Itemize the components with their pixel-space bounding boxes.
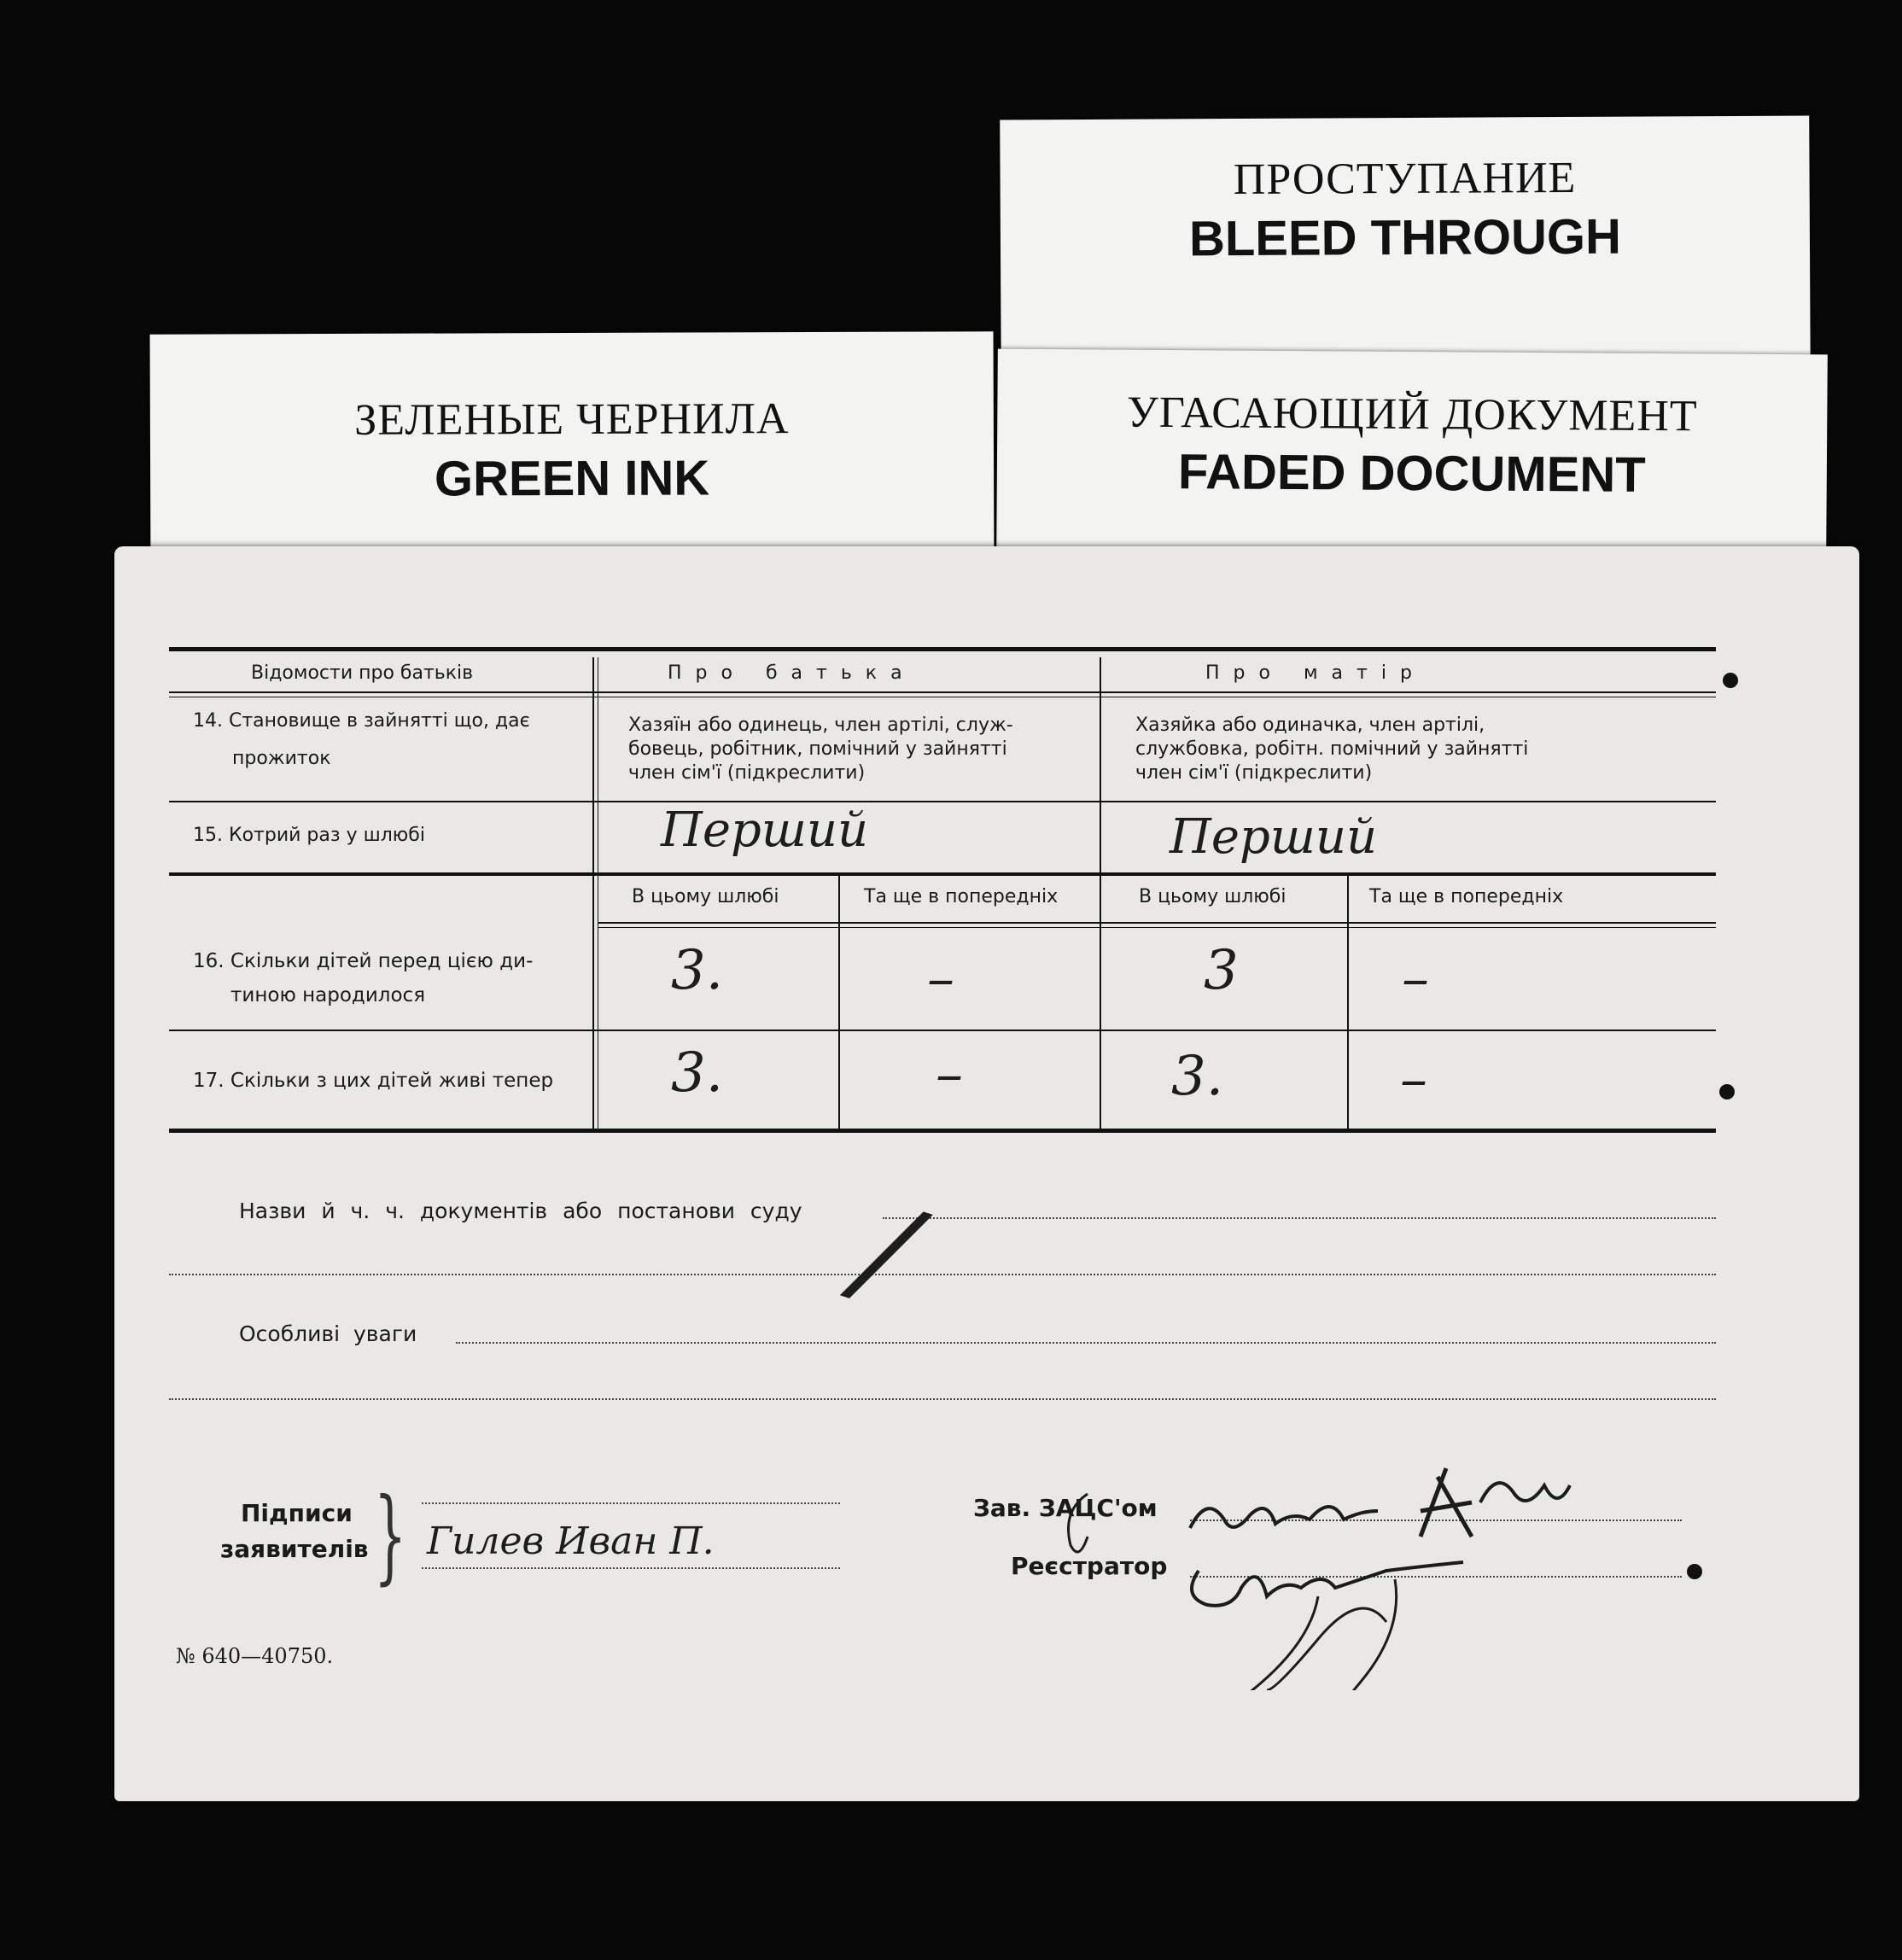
green-ink-en: GREEN INK [434, 450, 710, 507]
applicant-line [422, 1502, 840, 1504]
column-divider [1100, 657, 1101, 1130]
row16-father-prev: – [927, 948, 954, 1011]
table-rule [598, 922, 1716, 924]
row17-father-prev: – [936, 1043, 963, 1106]
row16-label-cont: тиною народилося [230, 984, 426, 1006]
faded-document-ru: УГАСАЮЩИЙ ДОКУМЕНТ [1126, 388, 1698, 441]
row16-label: 16. Скільки дітей перед цією ди- [193, 950, 534, 972]
notes-label: Особливі уваги [239, 1321, 417, 1346]
documents-label: Назви й ч. ч. документів або постанови суду [239, 1199, 802, 1223]
subheader-mother-this: В цьому шлюбі [1139, 886, 1286, 907]
bleed-through-ru: ПРОСТУПАНИЕ [1233, 153, 1577, 205]
row14-father-options [628, 714, 1013, 785]
column-divider [838, 922, 840, 1130]
row16-mother-prev: – [1402, 948, 1429, 1011]
mother-option-line: службовка, робітн. помічний у зайнятті [1135, 738, 1529, 760]
bleed-through-card [1000, 116, 1811, 376]
row14-label: 14. Становище в зайнятті що, дає [193, 710, 530, 732]
mother-option-line: член сім'ї (підкреслити) [1135, 762, 1373, 784]
registry-form-sheet [114, 546, 1859, 1801]
documents-value: / [843, 1175, 931, 1330]
registrar-label: Реєстратор [1011, 1552, 1168, 1580]
applicant-line [422, 1567, 840, 1569]
table-rule [169, 691, 1716, 693]
row17-father-this: 3. [671, 1041, 724, 1105]
applicants-brace: } [374, 1477, 407, 1595]
applicants-label: Підписи [241, 1499, 353, 1527]
mother-option-line: Хазяйка або одиначка, член артілі, [1135, 715, 1485, 736]
punch-hole [1723, 673, 1738, 688]
father-option-line: Хазяїн або одинець, член артілі, служ- [628, 715, 1013, 736]
row15-label: 15. Котрий раз у шлюбі [193, 825, 425, 846]
punch-hole [1719, 1084, 1735, 1100]
row15-father-value: Перший [661, 802, 869, 858]
row17-mother-this: 3. [1171, 1045, 1224, 1108]
father-option-line: бовець, робітник, помічний у зайнятті [628, 738, 1007, 760]
column-divider [838, 876, 840, 924]
column-divider [1347, 876, 1349, 1130]
father-option-line: член сім'ї (підкреслити) [628, 762, 866, 784]
table-top-rule [169, 647, 1716, 651]
signature-scribbles [917, 1451, 1736, 1690]
table-rule [169, 872, 1716, 876]
green-ink-ru: ЗЕЛЕНЫЕ ЧЕРНИЛА [354, 394, 790, 445]
green-ink-card [150, 331, 995, 573]
faded-document-card [996, 349, 1828, 560]
applicant-signature: Гилев Иван П. [427, 1520, 715, 1563]
row16-father-this: 3. [671, 939, 724, 1002]
bleed-through-en: BLEED THROUGH [1188, 208, 1622, 267]
row17-label: 17. Скільки з цих дітей живі тепер [193, 1070, 554, 1092]
table-bottom-rule [169, 1129, 1716, 1133]
subheader-father-previous: Та ще в попередніх [864, 886, 1059, 907]
subheader-mother-previous: Та ще в попередніх [1369, 886, 1564, 907]
documents-line [169, 1274, 1716, 1275]
notes-line [169, 1398, 1716, 1400]
header-father: Про батька [668, 662, 916, 684]
table-rule [169, 1030, 1716, 1031]
form-number: № 640—40750. [176, 1644, 334, 1668]
notes-line [456, 1342, 1716, 1344]
row17-mother-prev: – [1400, 1048, 1427, 1111]
faded-document-en: FADED DOCUMENT [1177, 444, 1646, 503]
header-mother: Про матір [1205, 662, 1426, 684]
row14-mother-options [1135, 714, 1528, 785]
row16-mother-this: 3 [1204, 939, 1239, 1002]
table-rule [598, 927, 1716, 928]
documents-line [883, 1217, 1716, 1219]
row15-mother-value: Перший [1170, 809, 1378, 865]
column-divider [592, 657, 594, 1130]
subheader-father-this: В цьому шлюбі [632, 886, 779, 907]
row14-label-cont: прожиток [232, 748, 331, 769]
head-label: Зав. ЗАЦС'ом [973, 1494, 1158, 1522]
applicants-label-cont: заявителів [220, 1535, 369, 1563]
header-parents-info: Відомости про батьків [251, 662, 474, 684]
table-rule [169, 801, 1716, 802]
